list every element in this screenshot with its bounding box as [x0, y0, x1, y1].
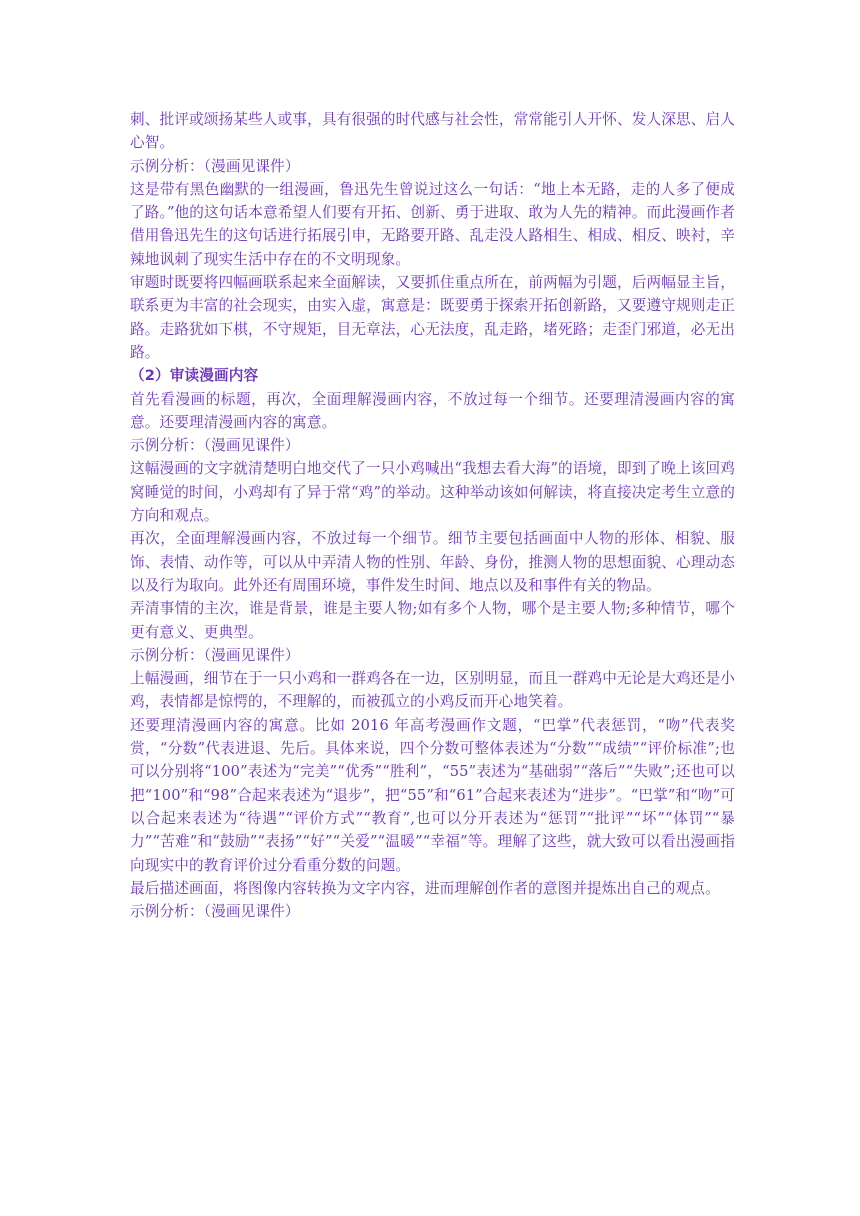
- example-label: 示例分析：（漫画见课件）: [130, 157, 300, 175]
- paragraph-main-secondary: 弄清事情的主次，谁是背景，谁是主要人物;如有多个人物，哪个是主要人物;多种情节，哪个更有意义、更典型。: [130, 600, 735, 641]
- paragraph-title-first: 首先看漫画的标题，再次，全面理解漫画内容，不放过每一个细节。还要理清漫画内容的寓意。还要理清漫画内容的寓意。: [130, 390, 735, 431]
- paragraph-2016-exam: 还要理清漫画内容的寓意。比如 2016 年高考漫画作文题，“巴掌”代表惩罚，“吻”代表奖赏，“分数”代表进退、先后。具体来说，四个分数可整体表述为“分数”“成绩”“评价标准”;也可以分别将“100”表述为“完美”“优秀”“胜利”，“55”表述为“基础弱”“落后”“失败”;还也可以把“100”和“98”合起来表述为“退步”，把“55”和“61”合起来表述为“进步”。“巴掌”和“吻”可以合起来表述为“待遇”“评价方式”“教育”,也可以分开表述为“惩罚”“批评”“坏”“体罚”“暴力”“苦难”和“鼓励”“表扬”“好”“关爱”“温暖”“幸福”等。理解了这些，就大致可以看出漫画指向现实中的教育评价过分看重分数的问题。: [130, 716, 735, 874]
- paragraph-chick-sea: 这幅漫画的文字就清楚明白地交代了一只小鸡喊出“我想去看大海”的语境，即到了晚上该回鸡窝睡觉的时间，小鸡却有了异于常“鸡”的举动。这种举动该如何解读，将直接决定考生立意的方向和观点。: [130, 460, 735, 525]
- paragraph-describe-picture: 最后描述画面，将图像内容转换为文字内容，进而理解创作者的意图并提炼出自己的观点。: [130, 879, 720, 897]
- paragraph-intro-continuation: 刺、批评或颂扬某些人或事，具有很强的时代感与社会性，常常能引人开怀、发人深思、启人心智。: [130, 111, 735, 152]
- example-label: 示例分析：（漫画见课件）: [130, 437, 300, 455]
- example-label: 示例分析：（漫画见课件）: [130, 903, 300, 921]
- paragraph-four-panel-analysis: 审题时既要将四幅画联系起来全面解读，又要抓住重点所在，前两幅为引题，后两幅显主旨，联系更为丰富的社会现实，由实入虚，寓意是：既要勇于探索开拓创新路，又要遵守规则走正路。走路犹如下棋，不守规矩，目无章法，心无法度，乱走路，堵死路；走歪门邪道，必无出路。: [130, 274, 735, 361]
- paragraph-details: 再次，全面理解漫画内容，不放过每一个细节。细节主要包括画面中人物的形体、相貌、服饰、表情、动作等，可以从中弄清人物的性别、年龄、身份，推测人物的思想面貌、心理动态以及行为取向。此外还有周围环境，事件发生时间、地点以及和事件有关的物品。: [130, 530, 735, 594]
- example-label: 示例分析：（漫画见课件）: [130, 646, 300, 664]
- section-heading-read-comic-content: （2）审读漫画内容: [130, 367, 259, 385]
- paragraph-chick-details: 上幅漫画，细节在于一只小鸡和一群鸡各在一边，区别明显，而且一群鸡中无论是大鸡还是小鸡，表情都是惊愕的，不理解的，而被孤立的小鸡反而开心地笑着。: [130, 670, 735, 711]
- document-body: [130, 108, 735, 923]
- paragraph-luxun-comic: 这是带有黑色幽默的一组漫画，鲁迅先生曾说过这么一句话：“地上本无路，走的人多了便成了路。”他的这句话本意希望人们要有开拓、创新、勇于进取、敢为人先的精神。而此漫画作者借用鲁迅先生的这句话进行拓展引申，无路要开路、乱走没人路相生、相成、相反、映衬，辛辣地讽刺了现实生活中存在的不文明现象。: [130, 180, 735, 268]
